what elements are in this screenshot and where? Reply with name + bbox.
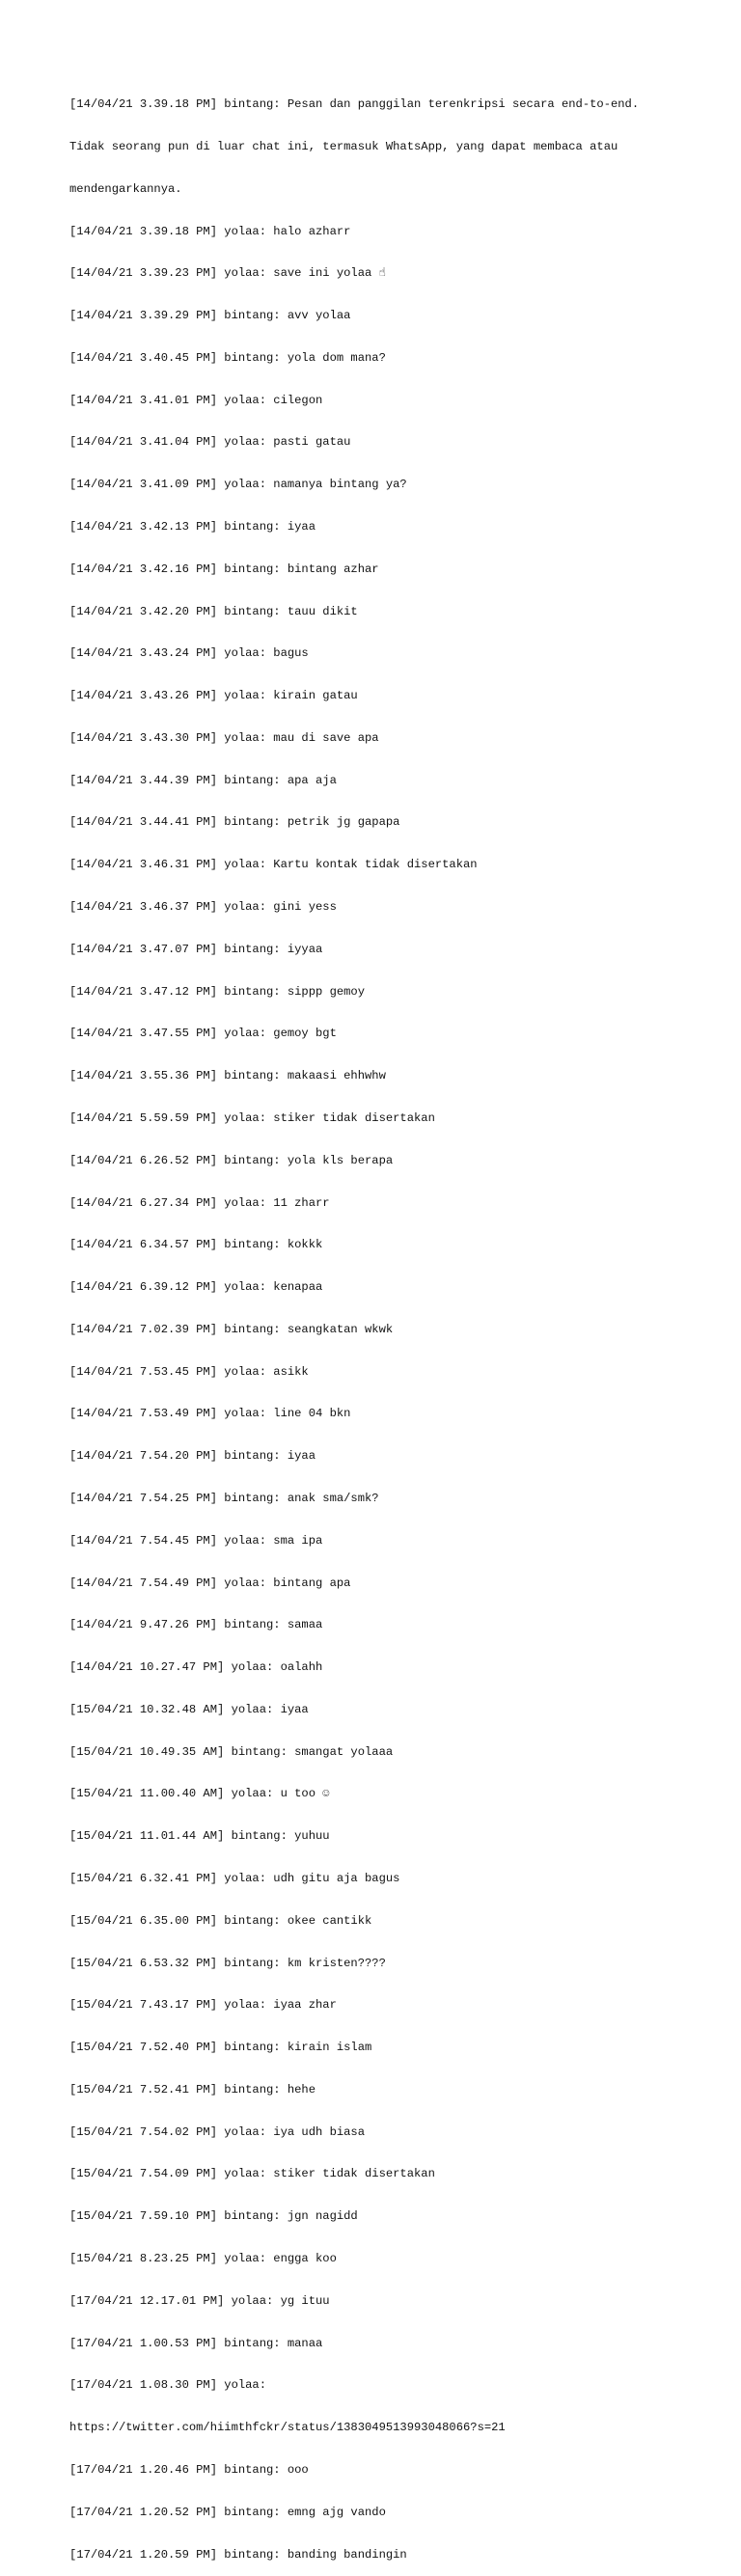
chat-line: [14/04/21 3.46.31 PM] yolaa: Kartu kontak tidak disertakan xyxy=(69,858,478,872)
chat-line: [15/04/21 6.53.32 PM] bintang: km kristen???? xyxy=(69,1956,386,1970)
chat-line: [17/04/21 1.00.53 PM] bintang: manaa xyxy=(69,2336,323,2350)
chat-line: [17/04/21 1.20.59 PM] bintang: banding bandingin xyxy=(69,2547,407,2562)
chat-line: [14/04/21 7.54.45 PM] yolaa: sma ipa xyxy=(69,1533,323,1548)
chat-line: [14/04/21 3.47.55 PM] yolaa: gemoy bgt xyxy=(69,1027,337,1041)
chat-line: [15/04/21 7.59.10 PM] bintang: jgn nagidd xyxy=(69,2209,358,2224)
chat-line: [14/04/21 3.47.07 PM] bintang: iyyaa xyxy=(69,942,323,956)
chat-line: [14/04/21 3.39.18 PM] bintang: Pesan dan panggilan terenkripsi secara end-to-end. xyxy=(69,97,640,112)
chat-line: [14/04/21 5.59.59 PM] yolaa: stiker tidak disertakan xyxy=(69,1110,435,1125)
chat-line: [14/04/21 10.27.47 PM] yolaa: oalahh xyxy=(69,1660,323,1675)
chat-line: [15/04/21 7.54.02 PM] yolaa: iya udh biasa xyxy=(69,2124,365,2139)
chat-line: [14/04/21 3.44.39 PM] bintang: apa aja xyxy=(69,773,337,787)
chat-line: [15/04/21 7.52.40 PM] bintang: kirain islam xyxy=(69,2041,372,2055)
chat-line: [14/04/21 3.42.16 PM] bintang: bintang azhar xyxy=(69,562,379,576)
chat-line: [14/04/21 7.02.39 PM] bintang: seangkatan wkwk xyxy=(69,1322,394,1336)
chat-line: [17/04/21 1.08.30 PM] yolaa: xyxy=(69,2378,266,2393)
chat-line: [14/04/21 7.54.49 PM] yolaa: bintang apa xyxy=(69,1576,351,1590)
chat-line: [15/04/21 11.01.44 AM] bintang: yuhuu xyxy=(69,1829,330,1844)
chat-line: [14/04/21 3.41.09 PM] yolaa: namanya bintang ya? xyxy=(69,478,407,492)
chat-line: [17/04/21 1.20.46 PM] bintang: ooo xyxy=(69,2462,309,2477)
chat-line: [14/04/21 9.47.26 PM] bintang: samaa xyxy=(69,1618,323,1632)
chat-link-line: https://twitter.com/hiimthfckr/status/1383049513993048066?s=21 xyxy=(69,2421,506,2435)
chat-line: [14/04/21 6.39.12 PM] yolaa: kenapaa xyxy=(69,1280,323,1295)
chat-line: [14/04/21 6.27.34 PM] yolaa: 11 zharr xyxy=(69,1195,330,1210)
chat-line: [14/04/21 3.47.12 PM] bintang: sippp gemoy xyxy=(69,984,365,999)
chat-line: [14/04/21 7.53.45 PM] yolaa: asikk xyxy=(69,1364,309,1379)
chat-line: [15/04/21 10.32.48 AM] yolaa: iyaa xyxy=(69,1702,309,1716)
chat-line: [14/04/21 7.54.25 PM] bintang: anak sma/smk? xyxy=(69,1491,379,1505)
chat-line: [14/04/21 3.43.30 PM] yolaa: mau di save apa xyxy=(69,730,379,745)
chat-line: [17/04/21 12.17.01 PM] yolaa: yg ituu xyxy=(69,2293,330,2308)
chat-line: [14/04/21 7.53.49 PM] yolaa: line 04 bkn xyxy=(69,1407,351,1421)
chat-line: [14/04/21 7.54.20 PM] bintang: iyaa xyxy=(69,1449,316,1464)
chat-line: [17/04/21 1.20.52 PM] bintang: emng ajg vando xyxy=(69,2505,386,2519)
chat-line: [15/04/21 7.43.17 PM] yolaa: iyaa zhar xyxy=(69,1998,337,2013)
chat-line: [15/04/21 7.54.09 PM] yolaa: stiker tidak disertakan xyxy=(69,2167,435,2181)
chat-line: [14/04/21 3.44.41 PM] bintang: petrik jg gapapa xyxy=(69,815,400,830)
chat-line: mendengarkannya. xyxy=(69,181,182,196)
chat-line: [15/04/21 7.52.41 PM] bintang: hehe xyxy=(69,2082,316,2096)
chat-line: Tidak seorang pun di luar chat ini, termasuk WhatsApp, yang dapat membaca atau xyxy=(69,139,618,153)
chat-line: [14/04/21 3.55.36 PM] bintang: makaasi ehhwhw xyxy=(69,1069,386,1083)
chat-line: [14/04/21 3.42.13 PM] bintang: iyaa xyxy=(69,520,316,534)
chat-transcript xyxy=(69,69,687,2576)
chat-line: [14/04/21 3.46.37 PM] yolaa: gini yess xyxy=(69,900,337,915)
chat-line: [14/04/21 3.39.18 PM] yolaa: halo azharr xyxy=(69,224,351,238)
chat-line: [14/04/21 3.39.29 PM] bintang: avv yolaa xyxy=(69,309,351,323)
chat-line: [15/04/21 6.32.41 PM] yolaa: udh gitu aja bagus xyxy=(69,1872,400,1885)
chat-line: [14/04/21 3.43.24 PM] yolaa: bagus xyxy=(69,646,309,661)
chat-line: [14/04/21 3.40.45 PM] bintang: yola dom mana? xyxy=(69,350,386,365)
chat-line: [14/04/21 3.43.26 PM] yolaa: kirain gatau xyxy=(69,689,358,703)
chat-line: [15/04/21 11.00.40 AM] yolaa: u too ☺ xyxy=(69,1787,330,1801)
chat-line: [14/04/21 3.42.20 PM] bintang: tauu dikit xyxy=(69,604,358,618)
chat-line: [14/04/21 6.26.52 PM] bintang: yola kls berapa xyxy=(69,1153,394,1167)
chat-line: [15/04/21 8.23.25 PM] yolaa: engga koo xyxy=(69,2252,337,2266)
chat-line: [15/04/21 10.49.35 AM] bintang: smangat yolaaa xyxy=(69,1744,394,1759)
chat-line: [14/04/21 3.41.04 PM] yolaa: pasti gatau xyxy=(69,435,351,450)
chat-line: [14/04/21 6.34.57 PM] bintang: kokkk xyxy=(69,1238,323,1252)
chat-line: [14/04/21 3.39.23 PM] yolaa: save ini yolaa ☝ xyxy=(69,266,386,281)
chat-line: [14/04/21 3.41.01 PM] yolaa: cilegon xyxy=(69,393,323,407)
chat-line: [15/04/21 6.35.00 PM] bintang: okee cantikk xyxy=(69,1913,372,1928)
